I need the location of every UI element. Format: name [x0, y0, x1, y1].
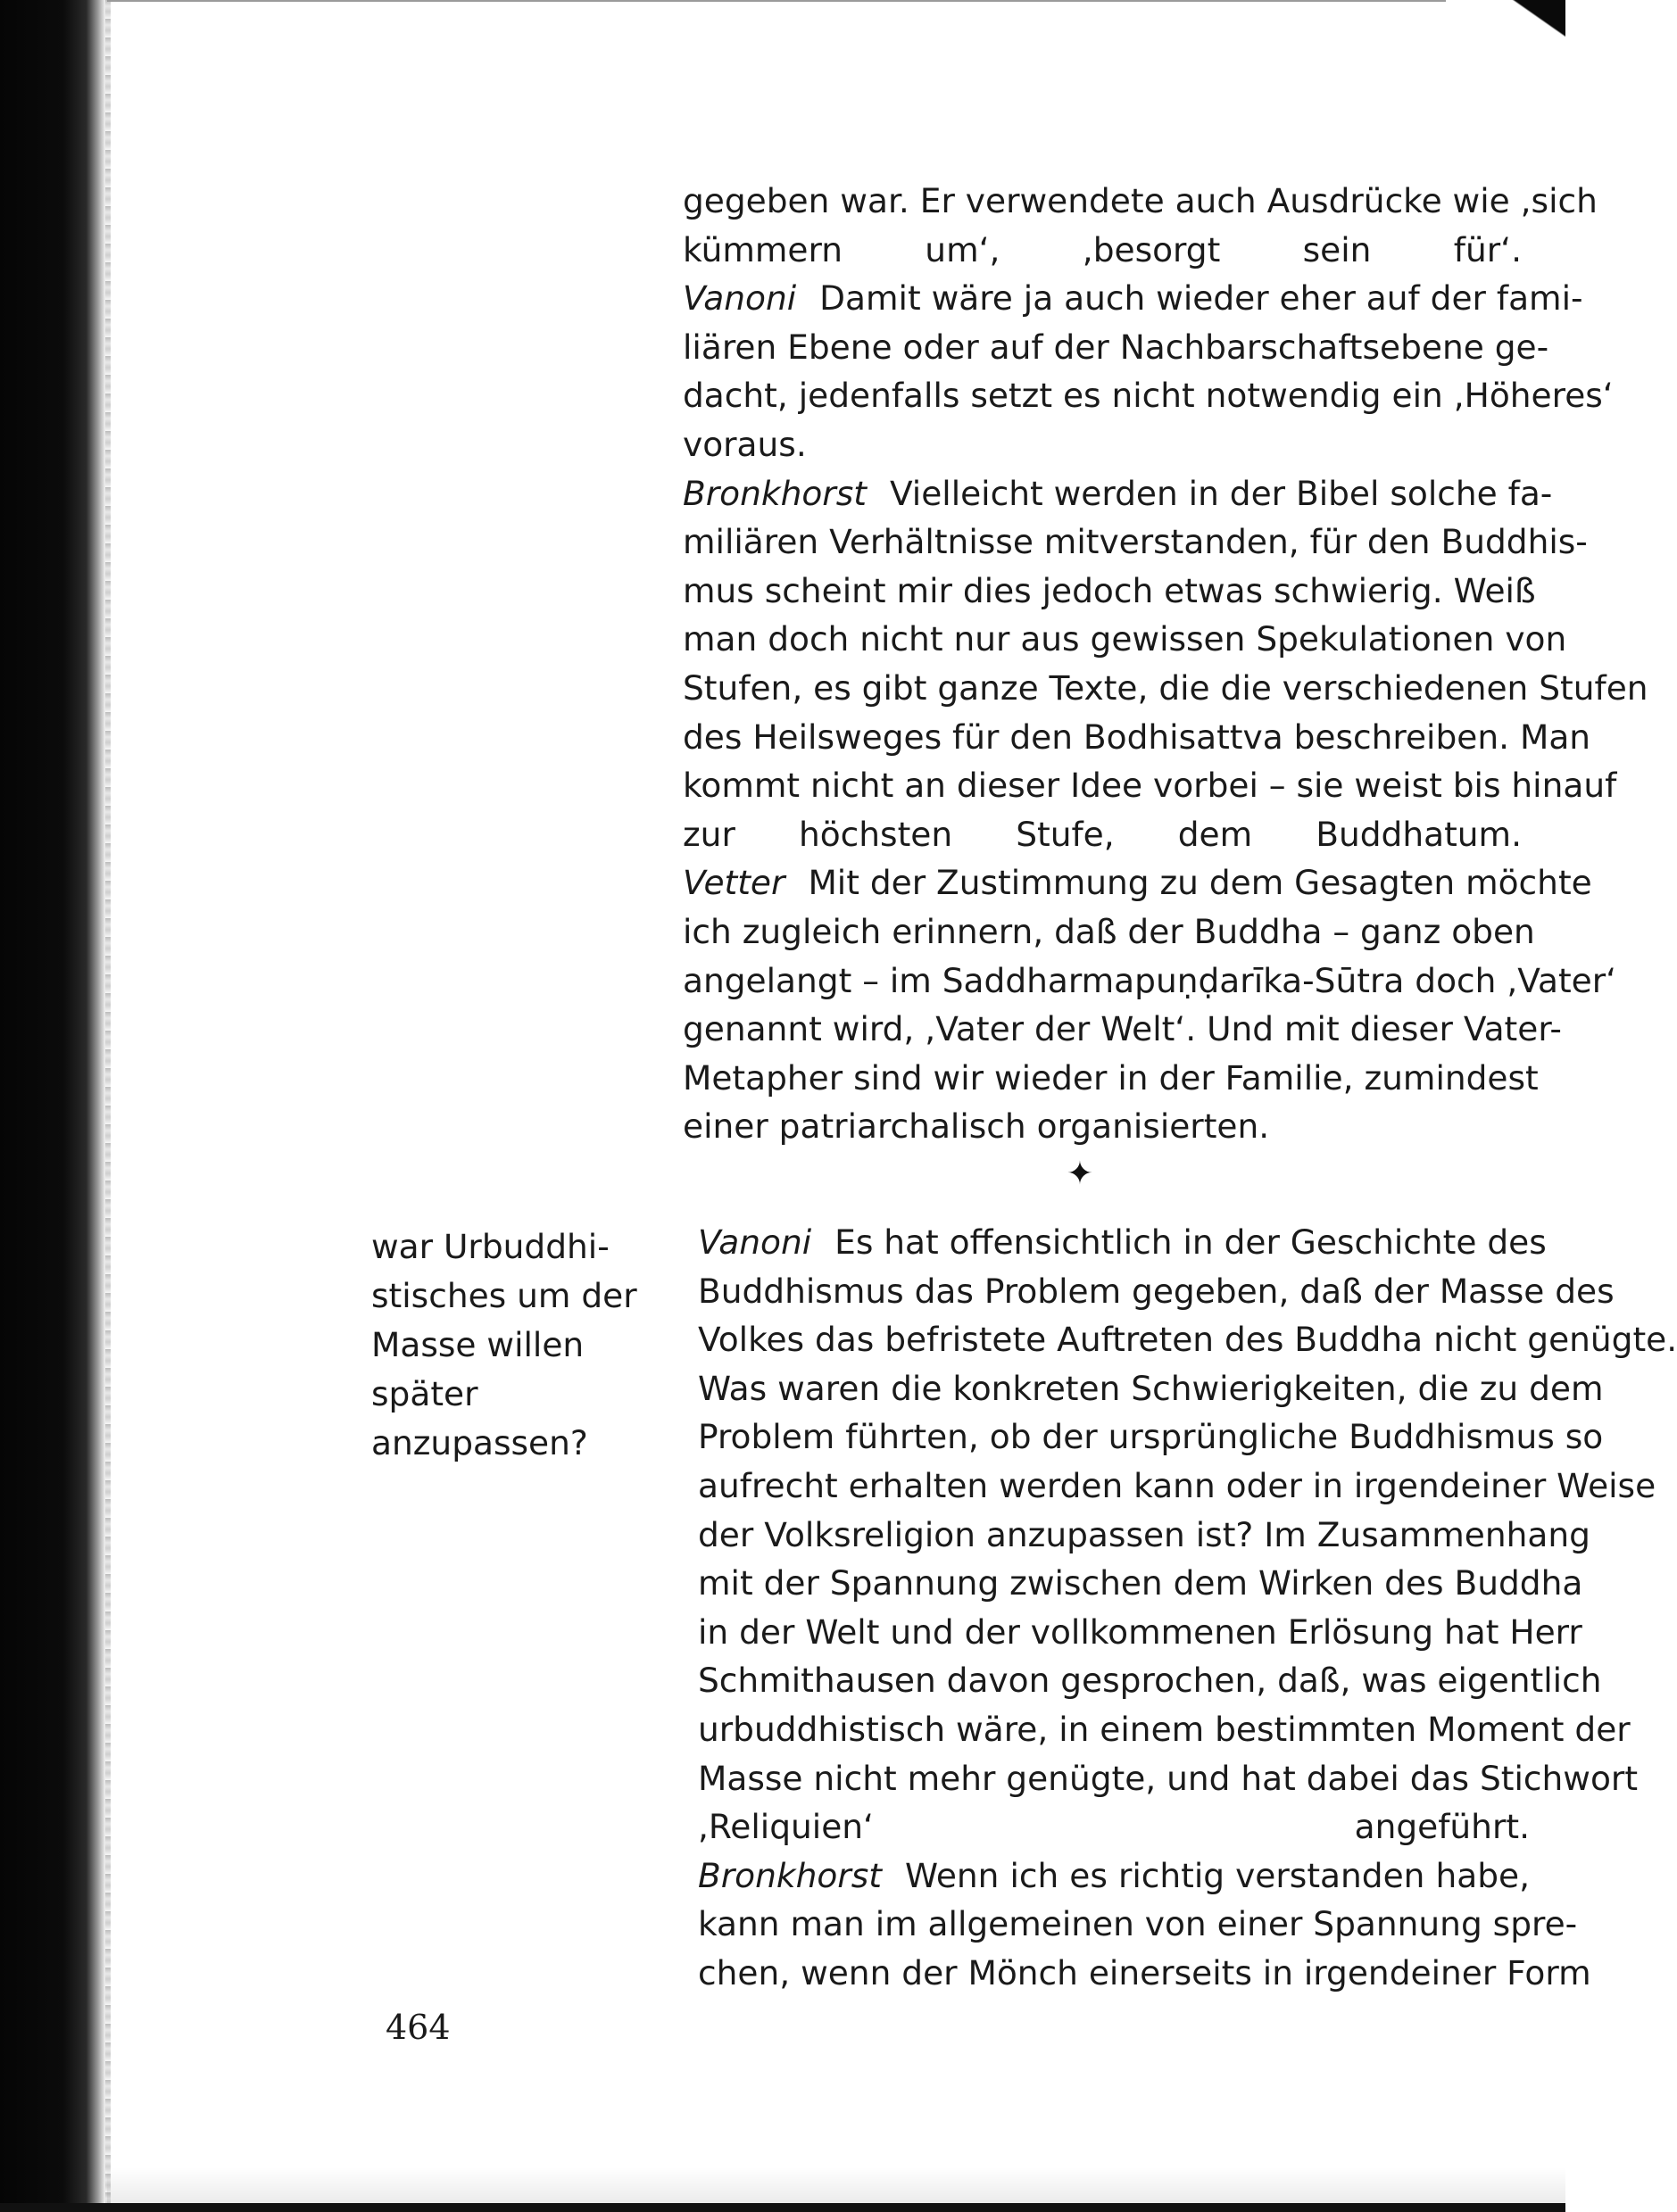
line-text: Damit wäre ja auch wieder eher auf der fami-: [819, 278, 1583, 319]
line-text: Es hat offensichtlich in der Geschichte des: [834, 1222, 1547, 1262]
line-text: zur höchsten Stufe, dem Buddhatum.: [683, 814, 1522, 854]
line-text: kann man im allgemeinen von einer Spannung spre-: [698, 1904, 1578, 1944]
text-line: [698, 1315, 1677, 1364]
text-line: [698, 1218, 1547, 1267]
text-line: [698, 1267, 1615, 1316]
text-line: [683, 226, 1522, 275]
scan-top-edge: [107, 0, 1446, 2]
text-line: [683, 177, 1598, 226]
text-line: [698, 1559, 1583, 1608]
text-line: [698, 1656, 1602, 1705]
text-line: [683, 469, 1553, 518]
line-text: mit der Spannung zwischen dem Wirken des Buddha: [698, 1563, 1583, 1603]
line-text: einer patriarchalisch organisierten.: [683, 1106, 1270, 1147]
text-line: [683, 957, 1617, 1006]
line-text: aufrecht erhalten werden kann oder in irgendeiner Weise: [698, 1465, 1656, 1505]
line-text: Metapher sind wir wieder in der Familie, zumindest: [683, 1057, 1539, 1098]
speaker-name: Vanoni: [698, 1222, 812, 1262]
speaker-name: Bronkhorst: [683, 473, 867, 513]
text-line: [683, 1005, 1562, 1054]
line-text: kümmern um‘, ,besorgt sein für‘.: [683, 229, 1522, 269]
line-text: miliären Verhältnisse mitverstanden, für den Buddhis-: [683, 522, 1588, 562]
text-line: [683, 907, 1535, 957]
text-line: [698, 1900, 1578, 1949]
line-text: der Volksreligion anzupassen ist? Im Zusammenhang: [698, 1514, 1590, 1554]
line-text: Was waren die konkreten Schwierigkeiten, die zu dem: [698, 1368, 1604, 1408]
line-text: man doch nicht nur aus gewissen Spekulationen von: [683, 619, 1567, 659]
top-text-block: [683, 177, 1648, 1151]
line-text: des Heilsweges für den Bodhisattva beschreiben. Man: [683, 717, 1591, 757]
line-text: Stufen, es gibt ganze Texte, die die verschiedenen Stufen: [683, 667, 1648, 708]
text-line: [683, 1054, 1539, 1103]
text-line: [683, 664, 1648, 713]
text-line: [683, 518, 1588, 567]
section-separator-icon: ✦: [1066, 1156, 1094, 1192]
margin-note-line: war Urbuddhi-: [371, 1227, 610, 1266]
margin-note-line: anzupassen?: [371, 1423, 588, 1462]
text-line: [698, 1754, 1639, 1803]
line-text: angelangt – im Saddharmapuṇḍarīka-Sūtra doch ,Vater‘: [683, 960, 1617, 1000]
scan-bottom-edge: [0, 2203, 1565, 2212]
scan-corner-shadow: [1508, 0, 1565, 54]
line-text: Wenn ich es richtig verstanden habe,: [904, 1855, 1530, 1895]
text-line: [698, 1705, 1631, 1754]
line-text: Schmithausen davon gesprochen, daß, was eigentlich: [698, 1661, 1602, 1701]
text-line: [683, 858, 1592, 907]
line-text: mus scheint mir dies jedoch etwas schwierig. Weiß: [683, 570, 1536, 610]
text-line: [698, 1608, 1582, 1657]
text-line: [698, 1511, 1590, 1560]
text-line: [698, 1364, 1604, 1413]
text-line: [698, 1462, 1656, 1511]
text-line: [683, 810, 1522, 859]
text-line: [683, 420, 1522, 469]
line-text: genannt wird, ,Vater der Welt‘. Und mit dieser Vater-: [683, 1009, 1562, 1049]
line-text: Problem führten, ob der ursprüngliche Buddhismus so: [698, 1417, 1604, 1457]
line-text: in der Welt und der vollkommenen Erlösung hat Herr: [698, 1611, 1582, 1652]
line-text: ,Reliquien‘ angeführt.: [698, 1807, 1530, 1847]
speaker-name: Vanoni: [683, 278, 797, 319]
line-text: kommt nicht an dieser Idee vorbei – sie weist bis hinauf: [683, 766, 1617, 806]
text-line: [698, 1413, 1604, 1462]
text-line: [683, 615, 1567, 664]
line-text: Masse nicht mehr genügte, und hat dabei das Stichwort: [698, 1758, 1639, 1798]
line-text: dacht, jedenfalls setzt es nicht notwendig ein ,Höheres‘: [683, 376, 1614, 416]
text-line: [698, 1802, 1530, 1852]
speaker-name: Bronkhorst: [698, 1855, 882, 1895]
line-text: gegeben war. Er verwendete auch Ausdrücke wie ,sich: [683, 181, 1598, 220]
text-line: [698, 1949, 1591, 1998]
line-text: Vielleicht werden in der Bibel solche fa-: [889, 473, 1553, 513]
line-text: chen, wenn der Mönch einerseits in irgendeiner Form: [698, 1952, 1591, 1992]
line-text: Mit der Zustimmung zu dem Gesagten möchte: [808, 863, 1592, 903]
text-line: [683, 323, 1549, 372]
text-line: [683, 371, 1614, 420]
line-text: urbuddhistisch wäre, in einem bestimmten Moment der: [698, 1709, 1631, 1749]
margin-note-line: Masse willen: [371, 1325, 585, 1364]
scan-bottom-shadow: [107, 2167, 1565, 2203]
text-line: [683, 274, 1583, 323]
margin-note: [371, 1222, 639, 1468]
line-text: liären Ebene oder auf der Nachbarschaftsebene ge-: [683, 327, 1549, 367]
page-number: 464: [386, 2008, 451, 2047]
line-text: Buddhismus das Problem gegeben, daß der Masse des: [698, 1271, 1615, 1311]
text-line: [683, 567, 1536, 616]
line-text: Volkes das befristete Auftreten des Buddha nicht genügte.: [698, 1320, 1677, 1360]
bottom-text-block: [698, 1218, 1677, 1998]
scan-binding-gutter: [105, 0, 111, 2212]
text-line: [683, 1102, 1522, 1151]
scan-binding-edge: [0, 0, 105, 2212]
line-text: voraus.: [683, 424, 807, 464]
line-text: ich zugleich erinnern, daß der Buddha – ganz oben: [683, 911, 1535, 951]
margin-note-line: stisches um der: [371, 1276, 637, 1315]
text-line: [683, 761, 1617, 810]
text-line: [698, 1852, 1530, 1901]
text-line: [683, 713, 1591, 762]
margin-note-line: später: [371, 1374, 478, 1413]
speaker-name: Vetter: [683, 863, 785, 903]
